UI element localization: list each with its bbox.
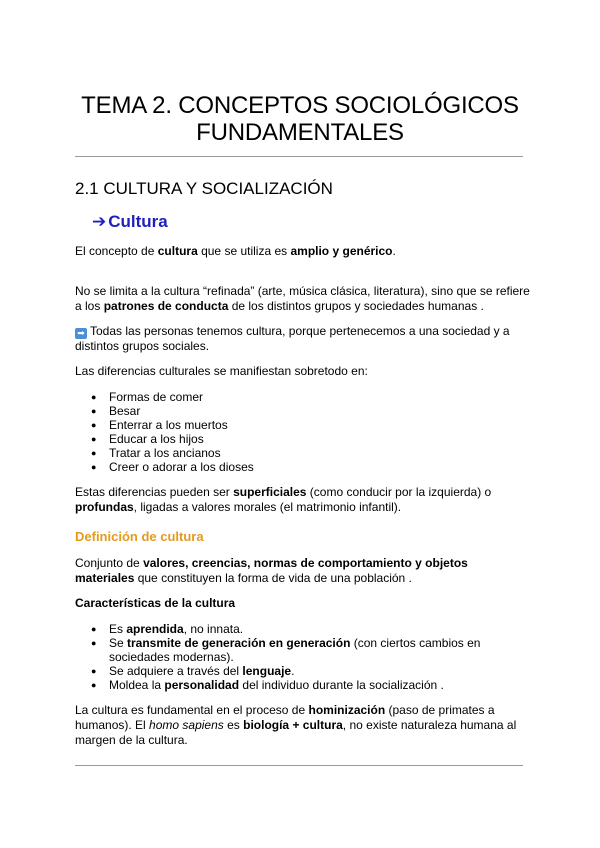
bullet: ● bbox=[91, 406, 97, 416]
text: es bbox=[223, 718, 244, 732]
list-item bbox=[91, 636, 511, 664]
bold-text: personalidad bbox=[164, 678, 240, 692]
title-line-1: TEMA 2. CONCEPTOS SOCIOLÓGICOS bbox=[81, 92, 519, 119]
list-item-text: Creer o adorar a los dioses bbox=[109, 460, 254, 474]
title-line-2: FUNDAMENTALES bbox=[196, 119, 404, 146]
bold-text: amplio y genérico bbox=[290, 244, 393, 258]
list-item-text: Tratar a los ancianos bbox=[109, 446, 221, 460]
bold-text: biología + cultura bbox=[243, 718, 343, 732]
list-item bbox=[91, 622, 511, 636]
bullet: ● bbox=[91, 624, 97, 634]
definition-heading: Definición de cultura bbox=[75, 529, 204, 544]
arrow-right-icon: ➡ bbox=[75, 328, 87, 339]
subsection-label: Cultura bbox=[108, 212, 168, 231]
list-item bbox=[91, 418, 531, 432]
arrow-right-icon: ➔ bbox=[92, 212, 107, 231]
text: Estas diferencias pueden ser bbox=[75, 485, 234, 499]
text: El concepto de bbox=[75, 244, 158, 258]
paragraph-concept bbox=[75, 244, 535, 259]
text: de los distintos grupos y sociedades humanas . bbox=[228, 299, 484, 313]
text: que se utiliza es bbox=[197, 244, 291, 258]
bullet: ● bbox=[91, 638, 97, 648]
bullet: ● bbox=[91, 448, 97, 458]
bullet: ● bbox=[91, 666, 97, 676]
text: . bbox=[291, 664, 295, 678]
paragraph-refined bbox=[75, 284, 530, 314]
paragraph-everyone bbox=[75, 324, 530, 354]
text: Es bbox=[109, 622, 127, 636]
text: Todas las personas tenemos cultura, porque pertenecemos a una sociedad y a distintos grupos sociales. bbox=[75, 324, 510, 353]
paragraph-differences-intro: Las diferencias culturales se manifiestan sobretodo en: bbox=[75, 364, 368, 378]
list-item bbox=[91, 678, 511, 692]
bold-text: patrones de conducta bbox=[103, 299, 229, 313]
bullet: ● bbox=[91, 680, 97, 690]
bold-text: aprendida bbox=[126, 622, 184, 636]
bullet: ● bbox=[91, 434, 97, 444]
list-item-text: Formas de comer bbox=[109, 390, 204, 404]
section-heading: 2.1 CULTURA Y SOCIALIZACIÓN bbox=[75, 179, 333, 198]
list-item bbox=[91, 390, 531, 404]
list-item-text: Enterrar a los muertos bbox=[109, 418, 228, 432]
bottom-divider bbox=[75, 765, 523, 766]
text: que constituyen la forma de vida de una población . bbox=[134, 571, 412, 585]
text: No se limita a la cultura “refinada” (arte, música clásica, literatura), sino que se refiere a los bbox=[75, 284, 530, 313]
list-item-text: Besar bbox=[109, 404, 141, 418]
text: , no existe naturaleza humana al margen de la cultura. bbox=[75, 718, 517, 747]
top-divider bbox=[75, 156, 523, 157]
list-item bbox=[91, 460, 531, 474]
text: Moldea la bbox=[109, 678, 165, 692]
paragraph-definition bbox=[75, 556, 495, 586]
characteristics-list bbox=[91, 622, 511, 692]
bullet: ● bbox=[91, 462, 97, 472]
bold-text: profundas bbox=[75, 500, 134, 514]
text: Conjunto de bbox=[75, 556, 144, 570]
text: , ligadas a valores morales (el matrimonio infantil). bbox=[133, 500, 402, 514]
text: . bbox=[392, 244, 396, 258]
subsection-heading bbox=[92, 212, 168, 232]
list-item bbox=[91, 664, 511, 678]
text: La cultura es fundamental en el proceso de bbox=[75, 703, 309, 717]
list-item bbox=[91, 432, 531, 446]
text: , no innata. bbox=[183, 622, 244, 636]
bullet: ● bbox=[91, 420, 97, 430]
text: Se adquiere a través del bbox=[109, 664, 243, 678]
list-item bbox=[91, 404, 531, 418]
text: del individuo durante la socialización . bbox=[239, 678, 444, 692]
bold-text: valores, creencias, normas de comportamiento y objetos materiales bbox=[75, 556, 468, 585]
italic-text: homo sapiens bbox=[149, 718, 224, 732]
text: (paso de primates a humanos). El bbox=[75, 703, 495, 732]
text: (como conducir por la izquierda) o bbox=[306, 485, 492, 499]
document-title bbox=[60, 92, 540, 146]
bullet: ● bbox=[91, 392, 97, 402]
bold-text: superficiales bbox=[233, 485, 307, 499]
bold-text: hominización bbox=[308, 703, 386, 717]
bold-text: lenguaje bbox=[242, 664, 292, 678]
characteristics-heading: Características de la cultura bbox=[75, 596, 236, 610]
list-item-text: Educar a los hijos bbox=[109, 432, 204, 446]
text: (con ciertos cambios en sociedades modernas). bbox=[109, 636, 481, 664]
list-item bbox=[91, 446, 531, 460]
paragraph-superficial bbox=[75, 485, 520, 515]
bold-text: cultura bbox=[157, 244, 198, 258]
paragraph-hominization bbox=[75, 703, 530, 748]
differences-list bbox=[91, 390, 531, 474]
bold-text: transmite de generación en generación bbox=[127, 636, 351, 650]
text: Se bbox=[109, 636, 128, 650]
